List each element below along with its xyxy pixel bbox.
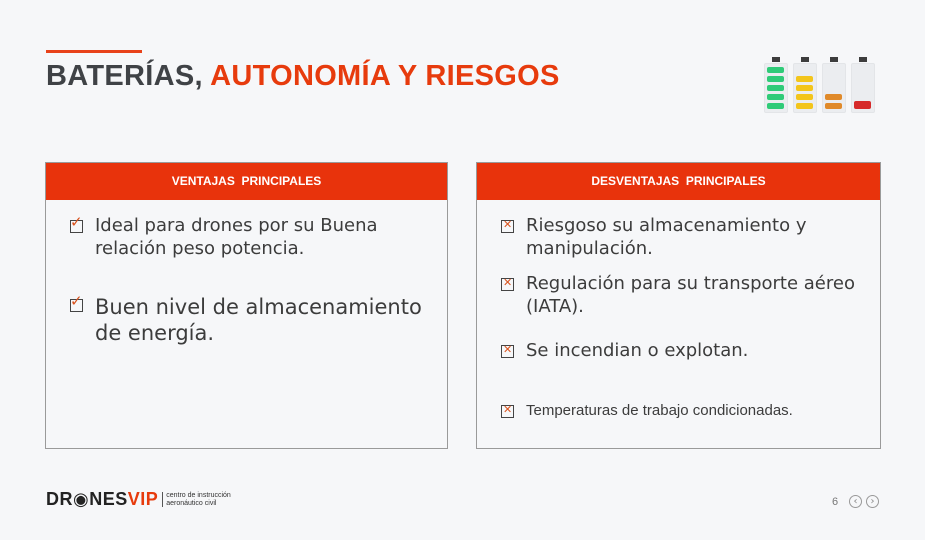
advantage-text: Ideal para drones por su Buena relación peso potencia. xyxy=(95,215,378,259)
checkbox-crossed-icon: ✕ xyxy=(503,343,513,356)
logo-subtitle-line-1: centro de instrucción xyxy=(166,491,231,499)
disadvantages-header: DESVENTAJAS PRINCIPALES xyxy=(477,163,880,200)
battery-medium-icon xyxy=(793,57,817,113)
logo-subtitle xyxy=(162,492,244,507)
advantages-header: VENTAJAS PRINCIPALES xyxy=(46,163,447,200)
title-part-orange: AUTONOMÍA Y RIESGOS xyxy=(210,60,560,92)
disadvantage-item xyxy=(501,215,861,260)
logo-subtitle-line-2: aeronáutico civil xyxy=(166,499,217,507)
checkbox-crossed-icon: ✕ xyxy=(503,218,513,231)
title-part-dark: BATERÍAS, xyxy=(46,60,203,92)
checkbox-checked-icon: ✓ xyxy=(70,213,83,231)
advantage-item xyxy=(70,294,430,347)
page-number: 6 xyxy=(832,496,839,508)
disadvantage-text: Se incendian o explotan. xyxy=(526,340,749,361)
logo-drones-text: DR◉NES xyxy=(46,489,128,509)
battery-critical-icon xyxy=(851,57,875,113)
logo-vip-text: VIP xyxy=(127,489,159,509)
previous-slide-icon[interactable]: ‹ xyxy=(849,495,862,508)
checkbox-checked-icon: ✓ xyxy=(70,292,83,310)
disadvantages-panel xyxy=(476,162,881,449)
title-accent-line xyxy=(46,50,142,53)
battery-full-icon xyxy=(764,57,788,113)
disadvantage-text: Regulación para su transporte aéreo (IATA). xyxy=(526,273,855,317)
checkbox-crossed-icon: ✕ xyxy=(503,276,513,289)
checkbox-crossed-icon: ✕ xyxy=(503,403,513,416)
battery-low-icon xyxy=(822,57,846,113)
disadvantage-item xyxy=(501,273,861,318)
advantage-item xyxy=(70,215,430,260)
advantage-text: Buen nivel de almacenamiento de energía. xyxy=(95,295,422,346)
disadvantage-item xyxy=(501,340,861,363)
disadvantage-text: Riesgoso su almacenamiento y manipulación. xyxy=(526,215,807,259)
advantages-panel xyxy=(45,162,448,449)
dronesvip-logo xyxy=(46,489,244,510)
next-slide-icon[interactable]: › xyxy=(866,495,879,508)
battery-levels-icon xyxy=(764,57,876,115)
disadvantage-item xyxy=(501,400,876,421)
disadvantage-text: Temperaturas de trabajo condicionadas. xyxy=(526,402,793,419)
slide-title xyxy=(46,60,560,93)
